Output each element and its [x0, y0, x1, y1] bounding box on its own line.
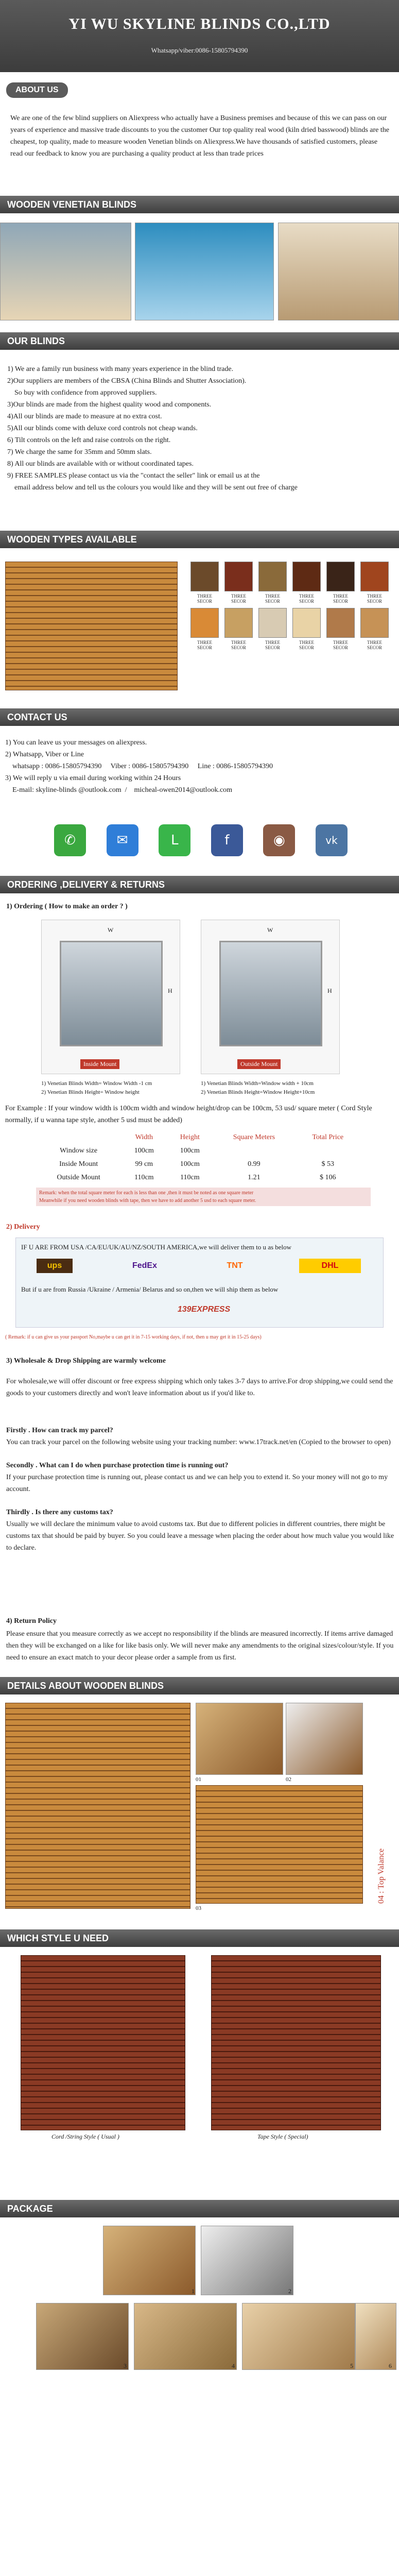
about-label: ABOUT US [6, 82, 68, 98]
package-photo-6 [355, 2303, 396, 2370]
table-cell: 99 cm [135, 1160, 153, 1168]
tape-style-photo [211, 1955, 381, 2130]
package-bar: PACKAGE [0, 2200, 399, 2217]
inside-mount-diagram [41, 920, 180, 1074]
detail-photo-03 [196, 1785, 363, 1904]
swatch-label: THREE SECOR [299, 594, 314, 604]
detail-label: 04 : Top Valance [377, 1848, 386, 1904]
package-label: 2 [288, 2287, 291, 2295]
list-item: 7) We charge the same for 35mm and 50mm slats. [7, 448, 152, 456]
package-label: 6 [389, 2362, 392, 2369]
contact-line: whatsapp : 0086-15805794390 Viber : 0086-15805794390 Line : 0086-15805794390 [5, 762, 273, 770]
top-valance-label [367, 1785, 395, 1909]
delivery-title: 2) Delivery [6, 1223, 40, 1231]
contact-line: E-mail: skyline-blinds @outlook.com / micheal-owen2014@outlook.com [5, 786, 233, 794]
window-shape [60, 941, 163, 1046]
139express-logo: 139EXPRESS [177, 1305, 231, 1314]
list-item: 3)Our blinds are made from the highest quality wood and components. [7, 401, 212, 409]
cord-style-caption: Cord /String Style ( Usual ) [51, 2133, 119, 2140]
inside-mount-tag: Inside Mount [80, 1059, 119, 1069]
ordering-step-title: 1) Ordering ( How to make an order ? ) [6, 903, 128, 910]
table-cell: $ 53 [321, 1160, 334, 1168]
faq-answer: Usually we will declare the minimum value to avoid customs tax. But due to different policies in different countries, there might be customs tax that should be paid by buyer. So you could leave a message when placing the order about how much value you would like to declare. [6, 1520, 394, 1552]
table-cell: Window size [60, 1147, 98, 1155]
order-example: For Example : If your window width is 100cm width and window height/drop can be 100cm, 53 usd/ square meter ( Cord Style normally, if u wanna tape style, another 5 usd must be added) [5, 1105, 372, 1124]
detail-main-photo [5, 1703, 190, 1909]
table-cell [213, 1144, 295, 1158]
company-title: YI WU SKYLINE BLINDS CO.,LTD [68, 15, 331, 32]
detail-label: 01 [196, 1776, 201, 1783]
price-table [36, 1131, 360, 1184]
room-photo-1 [0, 223, 131, 320]
width-label: W [267, 926, 273, 934]
table-cell: 100cm [180, 1147, 200, 1155]
note-line: 2) Venetian Blinds Height= Window height [41, 1089, 140, 1095]
wood-swatch [224, 608, 253, 638]
price-remark [36, 1188, 371, 1206]
delivery-box [15, 1238, 384, 1328]
package-photo-2 [201, 2226, 293, 2295]
package-label: 1 [192, 2287, 195, 2295]
table-cell: 100cm [180, 1160, 200, 1168]
mail-icon[interactable]: ✉ [107, 824, 138, 856]
detail-photo-01 [196, 1703, 283, 1775]
list-item: 4)All our blinds are made to measure at no extra cost. [7, 413, 162, 420]
table-cell: 110cm [134, 1174, 154, 1181]
faq-question: Thirdly . Is there any customs tax? [6, 1509, 113, 1516]
faq-answer: You can track your parcel on the following website using your tracking number: www.17track.net/en (Copied to the browser to open) [6, 1438, 391, 1446]
list-item: 9) FREE SAMPLES please contact us via the "contact the seller" link or email us at the [7, 472, 260, 480]
height-label: H [168, 987, 172, 994]
wood-swatch [292, 562, 321, 591]
wood-swatch [326, 608, 355, 638]
page-header [0, 0, 399, 72]
swatch-label: THREE SECOR [231, 640, 246, 650]
swatch-grid [190, 562, 396, 701]
contact-line: 1) You can leave us your messages on aliexpress. [5, 739, 147, 747]
wood-swatch [258, 608, 287, 638]
table-header: Square Meters [233, 1133, 275, 1141]
swatch-label: THREE SECOR [231, 594, 246, 604]
table-cell: 1.21 [248, 1174, 261, 1181]
wood-swatch [258, 562, 287, 591]
table-cell: Inside Mount [59, 1160, 98, 1168]
delivery-line-1: IF U ARE FROM USA /CA/EU/UK/AU/NZ/SOUTH AMERICA,we will deliver them to u as below [21, 1243, 292, 1251]
table-row [36, 1144, 360, 1158]
swatch-label: THREE SECOR [367, 594, 382, 604]
inside-notes [41, 1079, 190, 1097]
line-icon[interactable]: L [159, 824, 190, 856]
fedex-logo: FedEx [132, 1261, 157, 1270]
table-cell: $ 106 [319, 1174, 336, 1181]
our-blinds-list [7, 363, 393, 494]
table-header [36, 1131, 121, 1144]
table-header: Height [180, 1133, 200, 1141]
faq-question: Secondly . What can I do when purchase protection time is running out? [6, 1462, 229, 1469]
detail-photo-02 [286, 1703, 363, 1775]
swatch-label: THREE SECOR [197, 594, 212, 604]
wood-swatch [190, 562, 219, 591]
header-contact: Whatsapp/viber:0086-15805794390 [151, 46, 248, 54]
table-cell: 100cm [134, 1147, 154, 1155]
wholesale-title: 3) Wholesale & Drop Shipping are warmly welcome [6, 1357, 166, 1365]
remark-line: Remark: when the total square meter for each is less than one ,then it must be noted as one square meter [39, 1190, 254, 1196]
wood-swatch [190, 608, 219, 638]
returns-title: 4) Return Policy [6, 1617, 57, 1625]
window-shape [219, 941, 322, 1046]
table-cell: 0.99 [248, 1160, 261, 1168]
note-line: 1) Venetian Blinds Width= Window Width -1 cm [41, 1080, 152, 1087]
note-line: 1) Venetian Blinds Width=Window width + 10cm [201, 1080, 314, 1087]
package-label: 3 [124, 2362, 127, 2369]
whatsapp-icon[interactable]: ✆ [54, 824, 86, 856]
room-photo-3 [278, 223, 399, 320]
table-row [36, 1158, 360, 1171]
wooden-types-bar: WOODEN TYPES AVAILABLE [0, 531, 399, 548]
our-blinds-bar: OUR BLINDS [0, 332, 399, 350]
package-label: 4 [232, 2362, 235, 2369]
wood-swatch [292, 608, 321, 638]
swatch-label: THREE SECOR [265, 594, 280, 604]
style-bar: WHICH STYLE U NEED [0, 1929, 399, 1947]
wood-swatch [224, 562, 253, 591]
package-photo-5 [242, 2303, 355, 2370]
swatch-label: THREE SECOR [367, 640, 382, 650]
about-text: We are one of the few blind suppliers on Aliexpress who actually have a Business premises and because of this we can pass on our years of experience and massive trade discounts to you the customer Our top quality real wood (kiln dried basswood) blinds are the cheapest, top quality, made to measure wooden Venetian blinds on Aliexpress.We have thousands of satisfied customers, please read our feedback to know you are purchasing a quality product at less than trade prices [10, 114, 389, 158]
package-photo-3 [36, 2303, 129, 2370]
width-label: W [108, 926, 114, 934]
faq-list [6, 1425, 395, 1554]
table-header: Total Price [312, 1133, 344, 1141]
list-item: 6) Tilt controls on the left and raise controls on the right. [7, 436, 171, 444]
tape-style-caption: Tape Style ( Special) [257, 2133, 308, 2140]
swatch-label: THREE SECOR [299, 640, 314, 650]
faq-answer: If your purchase protection time is running out, please contact us and we can help you to extend it. So your money will not go to my account. [6, 1473, 388, 1493]
list-item: 1) We are a family run business with many years experience in the blind trade. [7, 365, 234, 373]
delivery-remark: ( Remark: if u can give us your passport No,maybe u can get it in 7-15 working days, if not, then u may get it in 15-25 days) [5, 1334, 262, 1340]
social-icons [54, 824, 348, 860]
list-item: 2)Our suppliers are members of the CBSA (China Blinds and Shutter Association). [7, 377, 247, 385]
wood-swatch [360, 562, 389, 591]
swatch-label: THREE SECOR [197, 640, 212, 650]
faq-question: Firstly . How can track my parcel? [6, 1427, 113, 1434]
contact-list [5, 737, 396, 796]
detail-label: 02 [286, 1776, 291, 1783]
table-cell: Outside Mount [57, 1174, 100, 1181]
vk-icon[interactable]: vk [316, 824, 348, 856]
delivery-line-2: But if u are from Russia /Ukraine / Armenia/ Belarus and so on,then we will ship them as below [21, 1285, 279, 1293]
detail-label: 03 [196, 1905, 201, 1911]
package-photo-1 [103, 2226, 196, 2295]
wholesale-text: For wholesale,we will offer discount or free express shipping which only takes 3-7 days to arrive.For drop shipping,we could send the goods to your customers directly and won't leave information about us if you'd like to. [6, 1378, 393, 1397]
contact-bar: CONTACT US [0, 708, 399, 726]
room-photo-2 [135, 223, 274, 320]
list-item: 8) All our blinds are available with or without coordinated tapes. [7, 460, 194, 468]
swatch-label: THREE SECOR [333, 594, 348, 604]
details-bar: DETAILS ABOUT WOODEN BLINDS [0, 1677, 399, 1694]
table-header-row [36, 1131, 360, 1144]
contact-line: 3) We will reply u via email during working within 24 Hours [5, 774, 181, 782]
wood-swatch [360, 608, 389, 638]
instagram-icon[interactable]: ◉ [263, 824, 295, 856]
package-photo-4 [134, 2303, 237, 2370]
tnt-logo: TNT [227, 1261, 243, 1270]
cord-style-photo [21, 1955, 185, 2130]
wooden-venetian-bar: WOODEN VENETIAN BLINDS [0, 196, 399, 213]
table-cell [295, 1144, 360, 1158]
wood-swatch [326, 562, 355, 591]
dhl-logo: DHL [299, 1259, 361, 1273]
remark-line: Meanwhile if you need wooden blinds with tape, then we have to add another 5 usd to each square meter. [39, 1198, 256, 1204]
outside-mount-tag: Outside Mount [237, 1059, 281, 1069]
list-item: 5)All our blinds come with deluxe cord controls not cheap wands. [7, 425, 198, 432]
ups-logo: ups [37, 1259, 73, 1273]
package-label: 5 [350, 2362, 353, 2369]
table-cell: 110cm [180, 1174, 200, 1181]
wooden-types-photo [5, 562, 178, 690]
swatch-label: THREE SECOR [265, 640, 280, 650]
outside-mount-diagram [201, 920, 340, 1074]
table-header: Width [135, 1133, 153, 1141]
swatch-label: THREE SECOR [333, 640, 348, 650]
table-row [36, 1171, 360, 1184]
returns-text: Please ensure that you measure correctly as we accept no responsibility if the blinds are measured incorrectly. If items arrive damaged then they will be exchanged on a like for like basis only. We will never make any amendments to the original sizes/colour/style. If you need to ensure an exact match to your decor please order a sample from us first. [6, 1630, 394, 1662]
ordering-bar: ORDERING ,DELIVERY & RETURNS [0, 876, 399, 893]
outside-notes [201, 1079, 355, 1097]
list-item: So buy with confidence from approved suppliers. [7, 389, 157, 397]
height-label: H [327, 987, 332, 994]
contact-line: 2) Whatsapp, Viber or Line [5, 751, 84, 758]
note-line: 2) Venetian Blinds Height=Window Height+10cm [201, 1089, 315, 1095]
list-item: email address below and tell us the colours you would like and they will be sent out free of charge [7, 484, 298, 492]
facebook-icon[interactable]: f [211, 824, 243, 856]
